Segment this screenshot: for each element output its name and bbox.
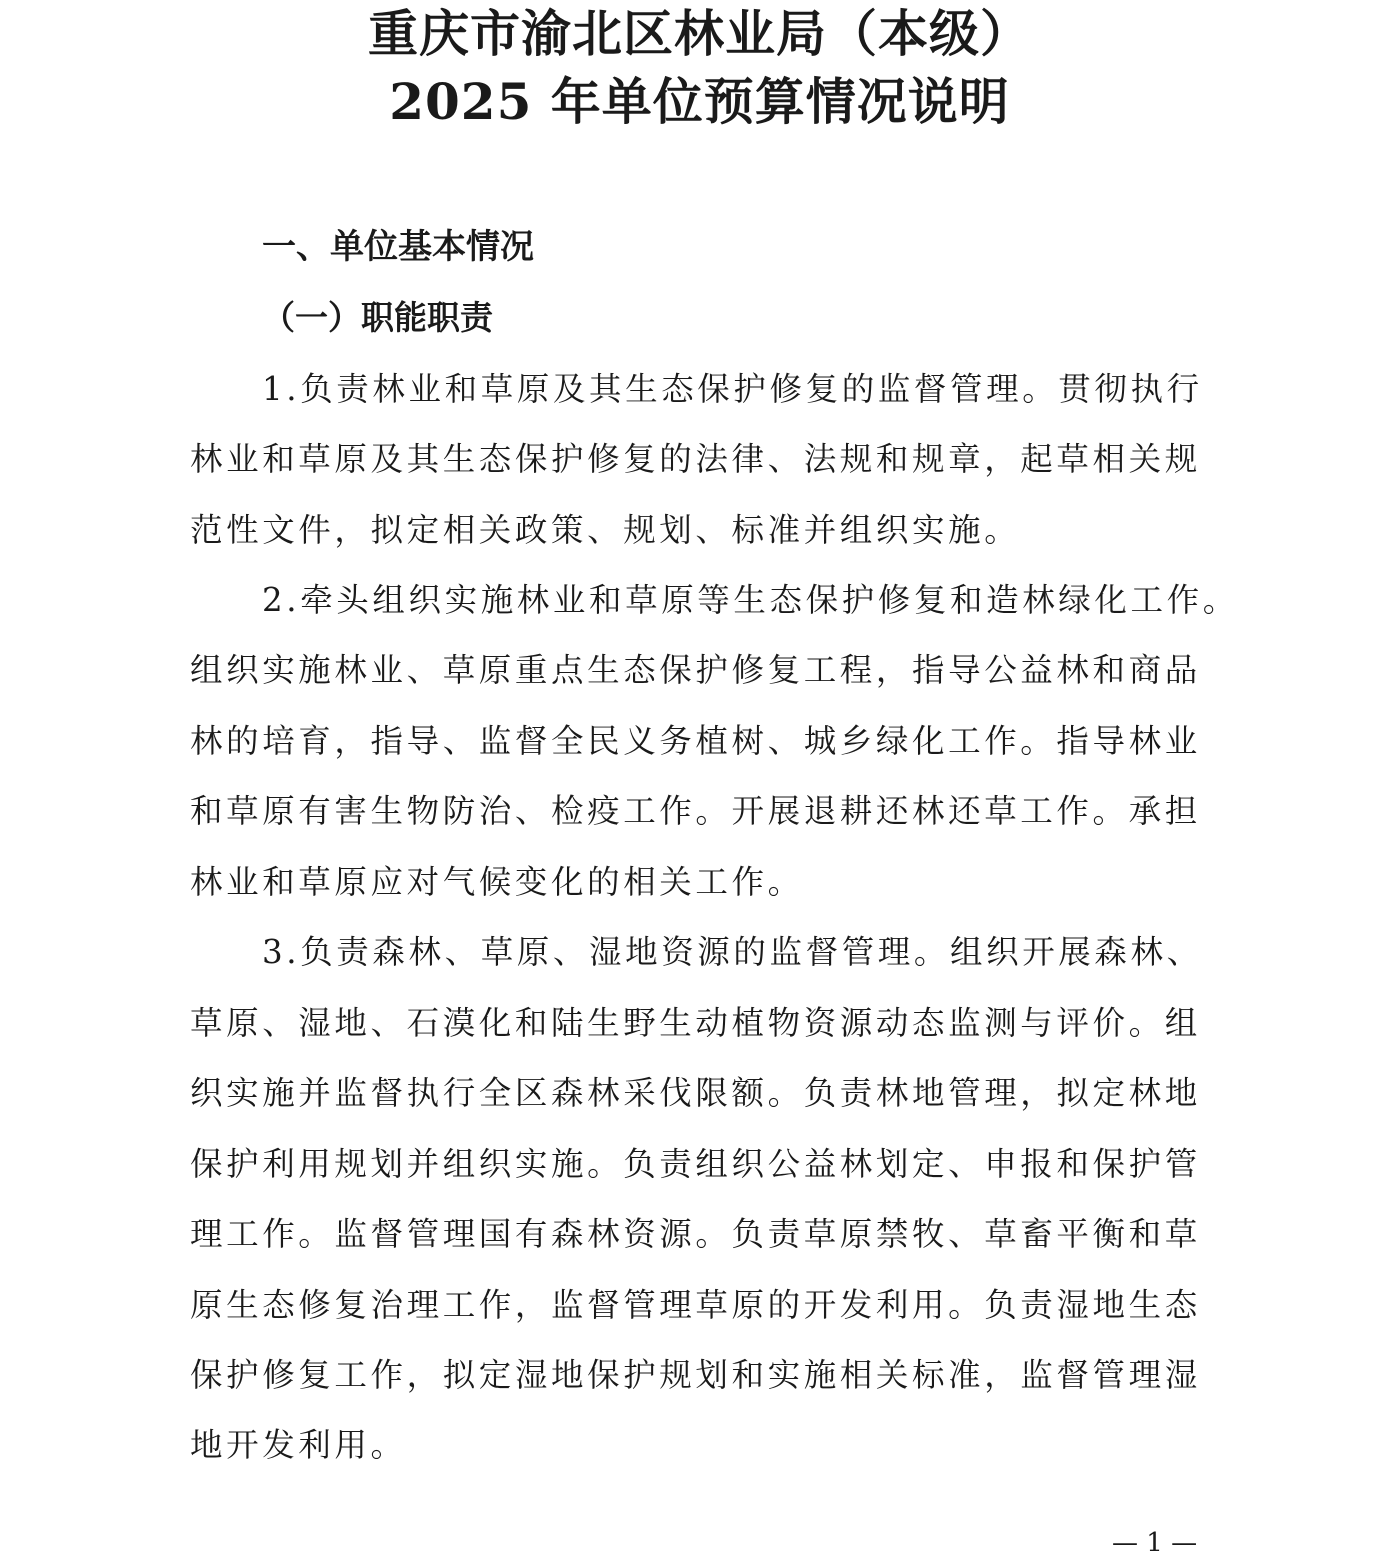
document-title-line-1: 重庆市渝北区林业局（本级） bbox=[368, 4, 1031, 63]
paragraph-3-line-1: 3.负责森林、草原、湿地资源的监督管理。组织开展森林、 bbox=[262, 933, 1203, 971]
paragraph-2-line-4: 和草原有害生物防治、检疫工作。开展退耕还林还草工作。承担 bbox=[190, 792, 1201, 830]
subsection-heading: （一）职能职责 bbox=[262, 298, 493, 337]
paragraph-3-line-6: 原生态修复治理工作，监督管理草原的开发利用。负责湿地生态 bbox=[190, 1286, 1201, 1324]
paragraph-2-line-5: 林业和草原应对气候变化的相关工作。 bbox=[190, 863, 804, 901]
document-title-line-2: 2025 年单位预算情况说明 bbox=[389, 72, 1010, 131]
paragraph-1-line-2: 林业和草原及其生态保护修复的法律、法规和规章，起草相关规 bbox=[190, 440, 1201, 478]
paragraph-2-line-2: 组织实施林业、草原重点生态保护修复工程，指导公益林和商品 bbox=[190, 651, 1201, 689]
paragraph-1-line-3: 范性文件，拟定相关政策、规划、标准并组织实施。 bbox=[190, 511, 1021, 549]
paragraph-3-line-5: 理工作。监督管理国有森林资源。负责草原禁牧、草畜平衡和草 bbox=[190, 1215, 1201, 1253]
paragraph-3-line-2: 草原、湿地、石漠化和陆生野生动植物资源动态监测与评价。组 bbox=[190, 1004, 1201, 1042]
paragraph-1-line-1: 1.负责林业和草原及其生态保护修复的监督管理。贯彻执行 bbox=[262, 370, 1203, 408]
paragraph-3-line-7: 保护修复工作，拟定湿地保护规划和实施相关标准，监督管理湿 bbox=[190, 1356, 1201, 1394]
paragraph-2-line-3: 林的培育，指导、监督全民义务植树、城乡绿化工作。指导林业 bbox=[190, 722, 1201, 760]
paragraph-3-line-4: 保护利用规划并组织实施。负责组织公益林划定、申报和保护管 bbox=[190, 1145, 1201, 1183]
section-heading: 一、单位基本情况 bbox=[262, 227, 534, 267]
paragraph-3-line-8: 地开发利用。 bbox=[190, 1426, 407, 1464]
paragraph-2-line-1: 2.牵头组织实施林业和草原等生态保护修复和造林绿化工作。 bbox=[262, 581, 1239, 619]
page-number: — 1 — bbox=[1112, 1528, 1198, 1558]
paragraph-3-line-3: 织实施并监督执行全区森林采伐限额。负责林地管理，拟定林地 bbox=[190, 1074, 1201, 1112]
